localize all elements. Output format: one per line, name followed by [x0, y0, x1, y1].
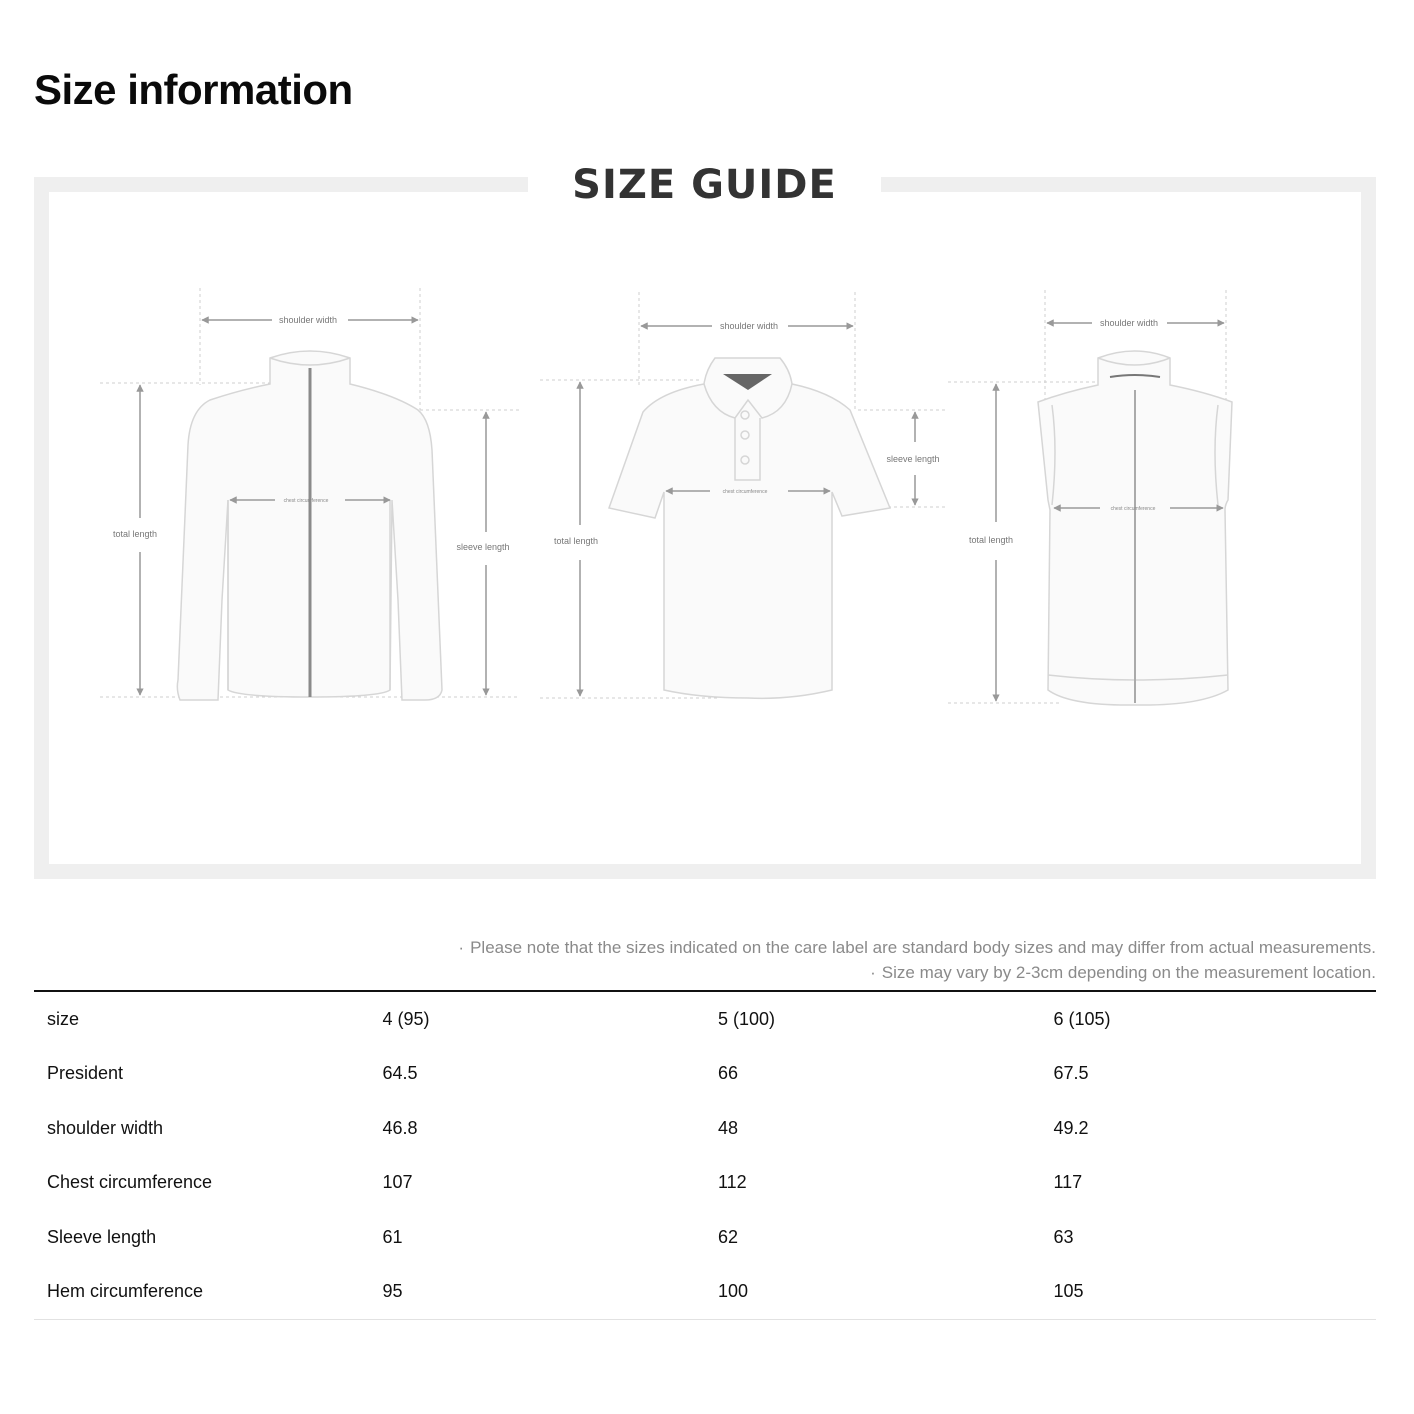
- polo-shoulder-label: shoulder width: [719, 321, 779, 331]
- table-row-chest: [34, 1156, 1376, 1211]
- row-label: shoulder width: [47, 1117, 164, 1138]
- row-label: Chest circumference: [47, 1172, 213, 1193]
- row-label: Hem circumference: [47, 1281, 204, 1302]
- table-cell: 95: [382, 1281, 403, 1302]
- page-title: Size information: [34, 66, 353, 113]
- table-cell: 107: [382, 1172, 413, 1193]
- table-cell: 63: [1053, 1226, 1074, 1247]
- jacket-diagram: [100, 288, 520, 700]
- table-row-size: [34, 991, 1376, 1047]
- polo-sleeve-label: sleeve length: [886, 454, 940, 464]
- table-row-hem: [34, 1265, 1376, 1320]
- size-notes: [458, 935, 1376, 985]
- table-cell: 46.8: [382, 1117, 418, 1138]
- table-cell: 66: [718, 1063, 739, 1084]
- jacket-total-label: total length: [112, 529, 158, 539]
- table-cell: 6 (105): [1053, 1008, 1111, 1029]
- table-cell: 5 (100): [718, 1008, 776, 1029]
- table-cell: 49.2: [1053, 1117, 1089, 1138]
- jacket-sleeve-label: sleeve length: [456, 542, 510, 552]
- table-row-total-length: [34, 1047, 1376, 1102]
- row-label: size: [47, 1008, 80, 1029]
- bullet-icon: ·: [870, 963, 876, 982]
- size-guide-title: SIZE GUIDE: [572, 162, 837, 208]
- table-cell: 4 (95): [382, 1008, 430, 1029]
- vest-chest-label: chest circumference: [1110, 506, 1156, 512]
- row-label: President: [47, 1063, 124, 1084]
- table-cell: 62: [718, 1226, 739, 1247]
- note-item: [458, 960, 1376, 985]
- table-cell: 64.5: [382, 1063, 418, 1084]
- note-item: [458, 935, 1376, 960]
- table-cell: 105: [1053, 1281, 1084, 1302]
- size-table: [34, 990, 1376, 1320]
- table-cell: 117: [1053, 1172, 1083, 1193]
- table-cell: 48: [718, 1117, 739, 1138]
- table-row-sleeve: [34, 1210, 1376, 1265]
- jacket-chest-label: chest circumference: [283, 498, 329, 504]
- vest-shoulder-label: shoulder width: [1099, 318, 1159, 328]
- table-cell: 61: [382, 1226, 403, 1247]
- note-text: Please note that the sizes indicated on the care label are standard body sizes and may differ from actual measurements.: [470, 938, 1376, 957]
- jacket-shoulder-label: shoulder width: [278, 315, 338, 325]
- table-cell: 67.5: [1053, 1063, 1089, 1084]
- table-cell: 112: [718, 1172, 747, 1193]
- row-label: Sleeve length: [47, 1226, 157, 1247]
- table-row-shoulder-width: [34, 1101, 1376, 1156]
- note-text: Size may vary by 2-3cm depending on the measurement location.: [881, 963, 1376, 982]
- vest-total-label: total length: [968, 535, 1014, 545]
- bullet-icon: ·: [458, 938, 465, 957]
- polo-chest-label: chest circumference: [722, 489, 768, 495]
- table-cell: 100: [718, 1281, 749, 1302]
- polo-diagram: [540, 292, 945, 698]
- polo-shirt-icon: [609, 358, 890, 698]
- vest-diagram: [948, 290, 1232, 705]
- polo-total-label: total length: [553, 536, 599, 546]
